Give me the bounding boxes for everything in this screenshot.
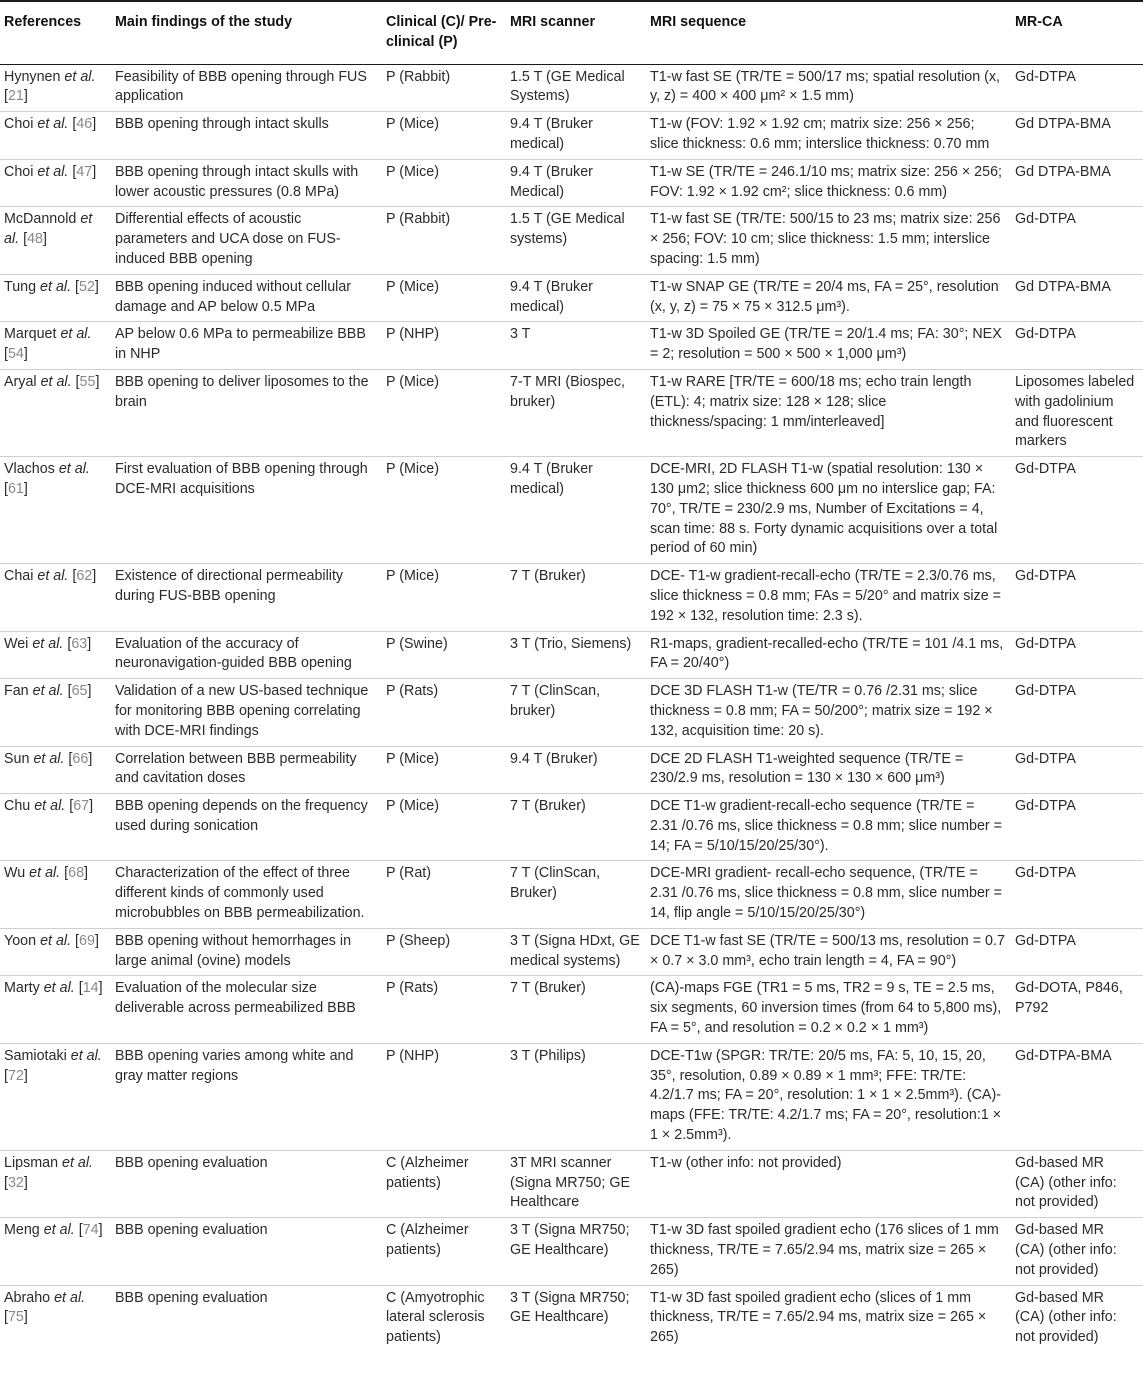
reference-number-link[interactable]: 48: [27, 231, 43, 248]
sequence-cell: T1-w (FOV: 1.92 × 1.92 cm; matrix size: 256 × 256; slice thickness: 0.6 mm; interslice thickness: 0.70 mm: [646, 112, 1011, 160]
finding-cell: Characterization of the effect of three different kinds of commonly used microbubbles on BBB permeabilization.: [111, 861, 382, 928]
reference-number-link[interactable]: 65: [71, 683, 88, 700]
reference-cell: [0, 112, 111, 160]
contrast-agent-cell: Gd-DTPA: [1011, 631, 1143, 679]
finding-cell: BBB opening through intact skulls: [111, 112, 382, 160]
bracket-close: ]: [92, 163, 97, 180]
sequence-cell: T1-w SE (TR/TE = 246.1/10 ms; matrix size: 256 × 256; FOV: 1.92 × 1.92 cm²; slice thickness: 0.6 mm): [646, 159, 1011, 207]
bracket-close: ]: [88, 750, 93, 767]
bracket-open: [: [4, 1309, 8, 1326]
reference-number-link[interactable]: 52: [79, 278, 95, 295]
bracket-close: ]: [23, 1309, 28, 1326]
header-main-findings: Main findings of the study: [111, 1, 382, 64]
reference-cell: [0, 64, 111, 112]
finding-cell: BBB opening varies among white and gray matter regions: [111, 1043, 382, 1150]
scanner-cell: 7 T (ClinScan, bruker): [506, 679, 646, 746]
bracket-close: ]: [87, 683, 92, 700]
et-al: et al.: [37, 163, 69, 180]
table-row: [0, 64, 1143, 112]
author-name: Chai: [4, 568, 34, 585]
finding-cell: BBB opening induced without cellular damage and AP below 0.5 MPa: [111, 274, 382, 322]
reference-cell: [0, 1150, 111, 1217]
contrast-agent-cell: Gd-DTPA: [1011, 64, 1143, 112]
sequence-cell: T1-w fast SE (TR/TE: 500/15 to 23 ms; matrix size: 256 × 256; FOV: 10 cm; slice thickness: 1.5 mm; interslice spacing: 1.5 mm): [646, 207, 1011, 274]
scanner-cell: 9.4 T (Bruker): [506, 746, 646, 794]
bracket-open: [: [67, 635, 72, 652]
sequence-cell: T1-w 3D Spoiled GE (TR/TE = 20/1.4 ms; FA: 30°; NEX = 2; resolution = 500 × 500 × 1,000 μm³): [646, 322, 1011, 370]
finding-cell: AP below 0.6 MPa to permeabilize BBB in NHP: [111, 322, 382, 370]
sequence-cell: T1-w (other info: not provided): [646, 1150, 1011, 1217]
author-name: Marquet: [4, 326, 57, 343]
bracket-close: ]: [98, 1222, 103, 1239]
author-name: Aryal: [4, 373, 37, 390]
bracket-close: ]: [95, 373, 100, 390]
contrast-agent-cell: Gd DTPA-BMA: [1011, 274, 1143, 322]
et-al: et al.: [70, 1047, 102, 1064]
clinical-cell: P (Mice): [382, 112, 506, 160]
reference-number-link[interactable]: 46: [76, 116, 93, 133]
table-row: [0, 1218, 1143, 1285]
sequence-cell: DCE 2D FLASH T1-weighted sequence (TR/TE = 230/2.9 ms, resolution = 130 × 130 × 600 μm³): [646, 746, 1011, 794]
sequence-cell: T1-w RARE [TR/TE = 600/18 ms; echo train length (ETL): 4; matrix size: 128 × 128; slice thickness/spacing: 1 mm/interleaved]: [646, 369, 1011, 456]
author-name: Fan: [4, 683, 29, 700]
bracket-close: ]: [23, 480, 28, 497]
header-clinical: Clinical (C)/ Pre-clinical (P): [382, 1, 506, 64]
contrast-agent-cell: Gd-DTPA: [1011, 679, 1143, 746]
scanner-cell: 9.4 T (Bruker medical): [506, 457, 646, 564]
finding-cell: Differential effects of acoustic parameters and UCA dose on FUS-induced BBB opening: [111, 207, 382, 274]
bracket-open: [: [23, 231, 28, 248]
reference-cell: [0, 369, 111, 456]
table-row: [0, 976, 1143, 1043]
header-row: [0, 1, 1143, 64]
et-al: et al.: [40, 373, 72, 390]
scanner-cell: 3 T (Trio, Siemens): [506, 631, 646, 679]
bracket-open: [: [75, 932, 80, 949]
bracket-open: [: [4, 346, 8, 363]
table-row: [0, 794, 1143, 861]
sequence-cell: DCE- T1-w gradient-recall-echo (TR/TE = 2.3/0.76 ms, slice thickness = 0.8 mm; FAs = 5/20° and matrix size = 192 × 132, resolution time: 2.3 s).: [646, 564, 1011, 631]
contrast-agent-cell: Gd-DOTA, P846, P792: [1011, 976, 1143, 1043]
finding-cell: Evaluation of the molecular size deliverable across permeabilized BBB: [111, 976, 382, 1043]
bracket-open: [: [72, 116, 77, 133]
contrast-agent-cell: Gd-DTPA: [1011, 207, 1143, 274]
author-name: Vlachos: [4, 461, 55, 478]
reference-cell: [0, 679, 111, 746]
table-row: [0, 322, 1143, 370]
scanner-cell: 7-T MRI (Biospec, bruker): [506, 369, 646, 456]
sequence-cell: DCE-MRI, 2D FLASH T1-w (spatial resolution: 130 × 130 μm2; slice thickness 600 μm no interslice gap; FA: 70°, TR/TE = 230/2.9 ms, Number of Excitations = 4, scan time: 88 s. Forty dynamic acquisitions over a total period of 60 min): [646, 457, 1011, 564]
reference-cell: [0, 322, 111, 370]
contrast-agent-cell: Gd-DTPA-BMA: [1011, 1043, 1143, 1150]
clinical-cell: P (Rat): [382, 861, 506, 928]
reference-number-link[interactable]: 67: [73, 798, 90, 815]
author-name: Meng: [4, 1222, 40, 1239]
sequence-cell: (CA)-maps FGE (TR1 = 5 ms, TR2 = 9 s, TE = 2.5 ms, six segments, 60 inversion times (from 64 to 5,800 ms), FA = 5°, and resolution = 0.2 × 0.2 × 1 mm³): [646, 976, 1011, 1043]
finding-cell: Feasibility of BBB opening through FUS application: [111, 64, 382, 112]
et-al: et al.: [33, 750, 65, 767]
reference-cell: [0, 631, 111, 679]
bracket-close: ]: [94, 932, 99, 949]
bracket-open: [: [4, 480, 8, 497]
bracket-close: ]: [84, 865, 89, 882]
finding-cell: BBB opening evaluation: [115, 1289, 268, 1306]
et-al: et al.: [60, 326, 92, 343]
reference-number-link[interactable]: 32: [7, 1174, 24, 1191]
author-name: Choi: [4, 163, 34, 180]
header-mr-ca: MR-CA: [1011, 1, 1143, 64]
reference-number-link[interactable]: 54: [7, 346, 24, 363]
author-name: Chu: [4, 798, 31, 815]
header-mri-scanner: MRI scanner: [506, 1, 646, 64]
scanner-cell: 3 T (Signa MR750; GE Healthcare): [510, 1289, 630, 1326]
scanner-cell: 3 T (Philips): [506, 1043, 646, 1150]
table-body: [0, 64, 1143, 1352]
header-mri-sequence: MRI sequence: [646, 1, 1011, 64]
et-al: et al.: [37, 568, 69, 585]
author-name: Wei: [4, 635, 29, 652]
reference-number-link[interactable]: 75: [7, 1309, 24, 1326]
author-name: Abraho: [4, 1289, 51, 1306]
clinical-cell: C (Alzheimer patients): [382, 1150, 506, 1217]
reference-number-link[interactable]: 74: [82, 1222, 99, 1239]
et-al: et al.: [37, 116, 69, 133]
reference-number-link[interactable]: 14: [82, 980, 99, 997]
reference-cell: [0, 861, 111, 928]
contrast-agent-cell: Gd-DTPA: [1011, 794, 1143, 861]
contrast-agent-cell: Gd-DTPA: [1011, 457, 1143, 564]
clinical-cell: P (NHP): [382, 322, 506, 370]
reference-number-link[interactable]: 47: [76, 163, 93, 180]
bracket-open: [: [78, 980, 83, 997]
bracket-close: ]: [92, 116, 97, 133]
table-row: [0, 369, 1143, 456]
clinical-cell: P (NHP): [382, 1043, 506, 1150]
contrast-agent-cell: Gd DTPA-BMA: [1011, 112, 1143, 160]
bracket-close: ]: [98, 980, 103, 997]
finding-cell: Existence of directional permeability during FUS-BBB opening: [111, 564, 382, 631]
clinical-cell: P (Mice): [382, 457, 506, 564]
reference-cell: [0, 928, 111, 976]
clinical-cell: P (Rats): [382, 976, 506, 1043]
clinical-cell: P (Mice): [382, 274, 506, 322]
author-name: Yoon: [4, 932, 37, 949]
bracket-close: ]: [92, 568, 97, 585]
reference-number-link[interactable]: 21: [7, 88, 24, 105]
sequence-cell: DCE 3D FLASH T1-w (TE/TR = 0.76 /2.31 ms; slice thickness = 0.8 mm; FA = 50/200°; matrix size = 192 × 132, acquisition time: 20 s).: [646, 679, 1011, 746]
clinical-cell: P (Rabbit): [382, 64, 506, 112]
reference-cell: [0, 976, 111, 1043]
finding-cell: First evaluation of BBB opening through DCE-MRI acquisitions: [111, 457, 382, 564]
et-al: et al.: [43, 980, 75, 997]
clinical-cell: C (Alzheimer patients): [382, 1218, 506, 1285]
reference-cell: [0, 274, 111, 322]
author-name: Choi: [4, 116, 34, 133]
author-name: Wu: [4, 865, 26, 882]
sequence-cell: T1-w 3D fast spoiled gradient echo (slices of 1 mm thickness, TR/TE = 7.65/2.94 ms, matrix size = 265 × 265): [650, 1289, 987, 1346]
bracket-open: [: [69, 798, 74, 815]
bracket-close: ]: [23, 1174, 28, 1191]
table-row: [0, 564, 1143, 631]
finding-cell: BBB opening without hemorrhages in large animal (ovine) models: [111, 928, 382, 976]
table-row: [0, 928, 1143, 976]
author-name: Marty: [4, 980, 40, 997]
et-al: et al.: [32, 635, 64, 652]
author-name: Samiotaki: [4, 1047, 67, 1064]
sequence-cell: DCE-T1w (SPGR: TR/TE: 20/5 ms, FA: 5, 10, 15, 20, 35°, resolution, 0.89 × 0.89 × 1 mm³; FFE: TR/TE: 4.2/1.7 ms; FA = 20°, resolution: 1 × 1 × 2.5mm³). (CA)-maps (FFE: TR/TE: 4.2/1.7 ms; FA = 20°, resolution:1 × 1 × 2.5mm³).: [646, 1043, 1011, 1150]
table-row: [0, 274, 1143, 322]
et-al: et al.: [64, 68, 96, 85]
bracket-open: [: [67, 683, 72, 700]
finding-cell: Evaluation of the accuracy of neuronavigation-guided BBB opening: [111, 631, 382, 679]
clinical-cell: P (Swine): [382, 631, 506, 679]
clinical-cell: P (Sheep): [382, 928, 506, 976]
table-row: [0, 1150, 1143, 1217]
bracket-close: ]: [23, 346, 28, 363]
table-row: [0, 1043, 1143, 1150]
et-al: et al.: [62, 1154, 94, 1171]
reference-cell: [0, 457, 111, 564]
table-row: [0, 1285, 1143, 1352]
reference-number-link[interactable]: 55: [79, 373, 96, 390]
scanner-cell: 9.4 T (Bruker Medical): [506, 159, 646, 207]
et-al: et al.: [29, 865, 61, 882]
finding-cell: BBB opening to deliver liposomes to the brain: [111, 369, 382, 456]
scanner-cell: 7 T (Bruker): [506, 976, 646, 1043]
scanner-cell: 7 T (ClinScan, Bruker): [506, 861, 646, 928]
table-row: [0, 112, 1143, 160]
reference-cell: [0, 159, 111, 207]
reference-cell: [0, 564, 111, 631]
reference-number-link[interactable]: 62: [76, 568, 93, 585]
clinical-cell: P (Rabbit): [382, 207, 506, 274]
contrast-agent-cell: Gd-based MR (CA) (other info: not provided): [1015, 1289, 1117, 1346]
reference-cell: [0, 1043, 111, 1150]
scanner-cell: 1.5 T (GE Medical Systems): [506, 64, 646, 112]
table-row: [0, 746, 1143, 794]
finding-cell: BBB opening evaluation: [111, 1150, 382, 1217]
scanner-cell: 3 T (Signa MR750; GE Healthcare): [506, 1218, 646, 1285]
bracket-close: ]: [87, 635, 92, 652]
reference-cell: [0, 1218, 111, 1285]
et-al: et al.: [34, 798, 66, 815]
contrast-agent-cell: Gd-DTPA: [1011, 861, 1143, 928]
reference-number-link[interactable]: 69: [79, 932, 95, 949]
contrast-agent-cell: Gd-DTPA: [1011, 928, 1143, 976]
clinical-cell: P (Rats): [382, 679, 506, 746]
reference-cell: [0, 1285, 111, 1352]
clinical-cell: P (Mice): [382, 564, 506, 631]
reference-cell: [0, 794, 111, 861]
author-name: McDannold: [4, 211, 77, 228]
bracket-open: [: [75, 373, 80, 390]
contrast-agent-cell: Gd-based MR (CA) (other info: not provided): [1011, 1218, 1143, 1285]
clinical-cell: P (Mice): [382, 369, 506, 456]
clinical-cell: C (Amyotrophic lateral sclerosis patients): [386, 1289, 485, 1346]
reference-cell: [0, 746, 111, 794]
reference-number-link[interactable]: 72: [7, 1067, 24, 1084]
sequence-cell: DCE-MRI gradient- recall-echo sequence, (TR/TE = 2.31 /0.76 ms, slice thickness = 0.8 mm, slice number = 14, flip angle = 5/10/15/20/25/30°): [646, 861, 1011, 928]
reference-number-link[interactable]: 61: [7, 480, 24, 497]
bracket-open: [: [78, 1222, 83, 1239]
bracket-close: ]: [23, 88, 28, 105]
sequence-cell: DCE T1-w fast SE (TR/TE = 500/13 ms, resolution = 0.7 × 0.7 × 3.0 mm³, echo train length = 4, FA = 90°): [646, 928, 1011, 976]
bracket-open: [: [72, 163, 77, 180]
finding-cell: Correlation between BBB permeability and cavitation doses: [111, 746, 382, 794]
table-row: [0, 457, 1143, 564]
clinical-cell: P (Mice): [382, 746, 506, 794]
contrast-agent-cell: Liposomes labeled with gadolinium and fluorescent markers: [1011, 369, 1143, 456]
scanner-cell: 3 T: [506, 322, 646, 370]
bracket-open: [: [4, 1174, 8, 1191]
reference-number-link[interactable]: 68: [68, 865, 85, 882]
header-references: References: [0, 1, 111, 64]
sequence-cell: T1-w SNAP GE (TR/TE = 20/4 ms, FA = 25°, resolution (x, y, z) = 75 × 75 × 312.5 μm³).: [646, 274, 1011, 322]
scanner-cell: 1.5 T (GE Medical systems): [506, 207, 646, 274]
contrast-agent-cell: Gd-based MR (CA) (other info: not provided): [1011, 1150, 1143, 1217]
et-al: et al.: [4, 211, 93, 248]
scanner-cell: 7 T (Bruker): [506, 794, 646, 861]
table-row: [0, 159, 1143, 207]
scanner-cell: 7 T (Bruker): [506, 564, 646, 631]
bracket-open: [: [75, 278, 80, 295]
et-al: et al.: [40, 932, 72, 949]
et-al: et al.: [40, 278, 72, 295]
author-name: Hynynen: [4, 68, 61, 85]
bracket-close: ]: [89, 798, 94, 815]
bracket-close: ]: [94, 278, 99, 295]
scanner-cell: 9.4 T (Bruker medical): [506, 274, 646, 322]
reference-number-link[interactable]: 66: [72, 750, 89, 767]
contrast-agent-cell: Gd DTPA-BMA: [1011, 159, 1143, 207]
bracket-open: [: [4, 1067, 8, 1084]
sequence-cell: DCE T1-w gradient-recall-echo sequence (TR/TE = 2.31 /0.76 ms, slice thickness = 0.8 mm; slice number = 14; FA = 5/10/15/20/25/30°).: [646, 794, 1011, 861]
table-row: [0, 631, 1143, 679]
scanner-cell: 3 T (Signa HDxt, GE medical systems): [506, 928, 646, 976]
contrast-agent-cell: Gd-DTPA: [1011, 322, 1143, 370]
reference-number-link[interactable]: 63: [71, 635, 88, 652]
table-row: [0, 679, 1143, 746]
author-name: Sun: [4, 750, 30, 767]
bracket-open: [: [68, 750, 73, 767]
et-al: et al.: [54, 1289, 86, 1306]
author-name: Lipsman: [4, 1154, 59, 1171]
finding-cell: Validation of a new US-based technique for monitoring BBB opening correlating with DCE-MRI findings: [111, 679, 382, 746]
finding-cell: BBB opening through intact skulls with lower acoustic pressures (0.8 MPa): [111, 159, 382, 207]
sequence-cell: T1-w fast SE (TR/TE = 500/17 ms; spatial resolution (x, y, z) = 400 × 400 μm² × 1.5 mm): [646, 64, 1011, 112]
et-al: et al.: [58, 461, 90, 478]
clinical-cell: P (Mice): [382, 794, 506, 861]
contrast-agent-cell: Gd-DTPA: [1011, 746, 1143, 794]
scanner-cell: 3T MRI scanner (Signa MR750; GE Healthcare: [506, 1150, 646, 1217]
sequence-cell: R1-maps, gradient-recalled-echo (TR/TE = 101 /4.1 ms, FA = 20/40°): [646, 631, 1011, 679]
bracket-close: ]: [23, 1067, 28, 1084]
bracket-open: [: [64, 865, 69, 882]
contrast-agent-cell: Gd-DTPA: [1011, 564, 1143, 631]
scanner-cell: 9.4 T (Bruker medical): [506, 112, 646, 160]
reference-cell: [0, 207, 111, 274]
table-row: [0, 861, 1143, 928]
et-al: et al.: [43, 1222, 75, 1239]
finding-cell: BBB opening depends on the frequency used during sonication: [111, 794, 382, 861]
bracket-open: [: [4, 88, 8, 105]
bracket-close: ]: [42, 231, 47, 248]
author-name: Tung: [4, 278, 37, 295]
finding-cell: BBB opening evaluation: [111, 1218, 382, 1285]
clinical-cell: P (Mice): [382, 159, 506, 207]
sequence-cell: T1-w 3D fast spoiled gradient echo (176 slices of 1 mm thickness, TR/TE = 7.65/2.94 ms, matrix size = 265 × 265): [646, 1218, 1011, 1285]
table-row: [0, 207, 1143, 274]
et-al: et al.: [32, 683, 64, 700]
bracket-open: [: [72, 568, 77, 585]
